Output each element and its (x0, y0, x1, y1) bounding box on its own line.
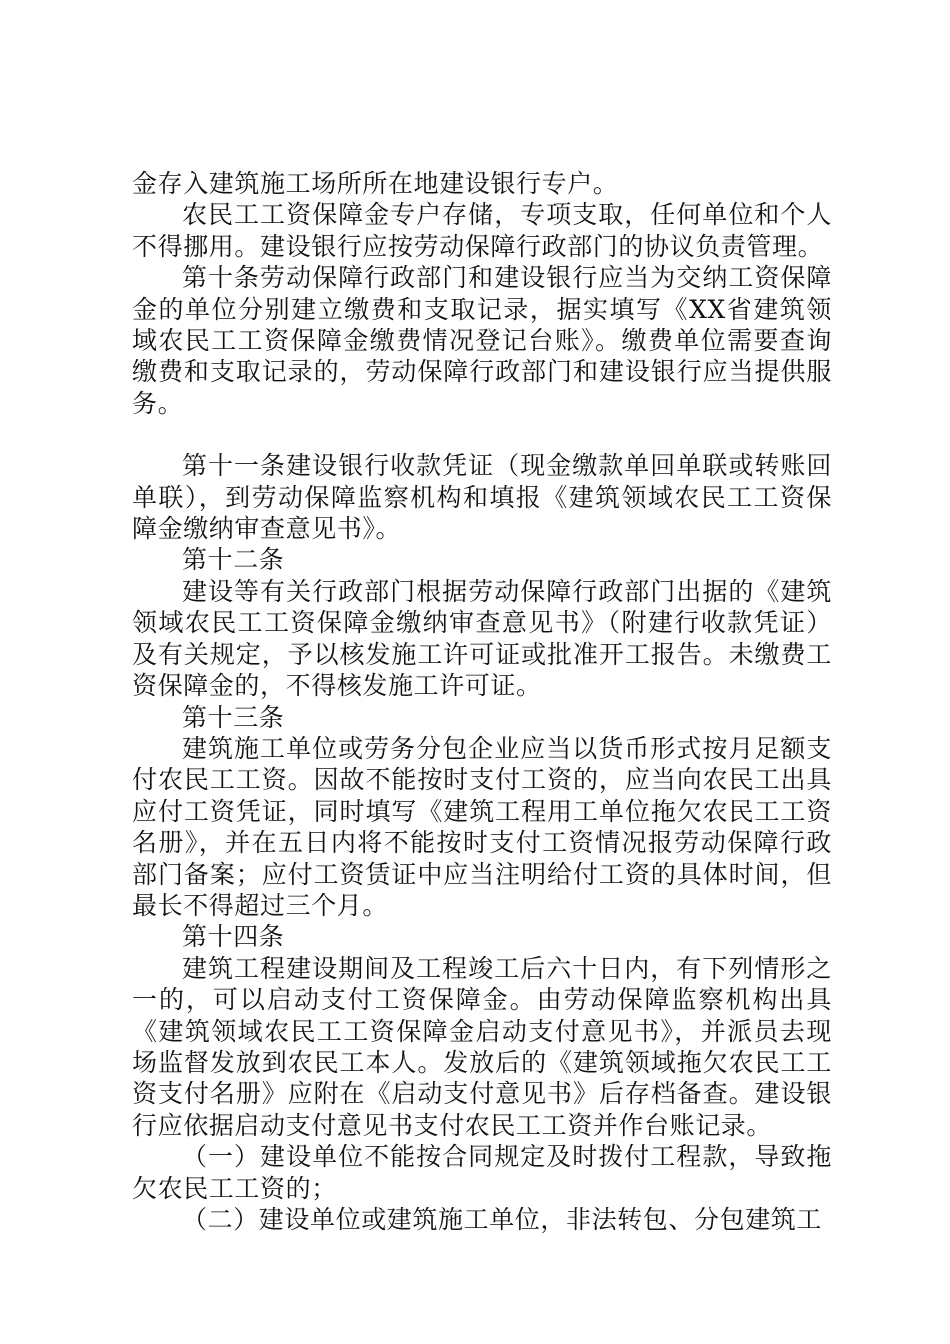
paragraph-article-13: 建筑施工单位或劳务分包企业应当以货币形式按月足额支付农民工工资。因故不能按时支付工资的，应当向农民工出具应付工资凭证，同时填写《建筑工程用工单位拖欠农民工工资名册》，并在五日内将不能按时支付工资情况报劳动保障行政部门备案；应付工资赁证中应当注明给付工资的具体时间，但最长不得超过三个月。 (132, 733, 832, 920)
paragraph-special-account: 农民工工资保障金专户存储，专项支取，任何单位和个人不得挪用。建设银行应按劳动保障行政部门的协议负责管理。 (132, 200, 832, 261)
paragraph-article-12: 建设等有关行政部门根据劳动保障行政部门出据的《建筑领域农民工工资保障金缴纳审查意见书》（附建行收款凭证）及有关规定，予以核发施工许可证或批准开工报告。未缴费工资保障金的，不得核发施工许可证。 (132, 576, 832, 701)
heading-article-13: 第十三条 (182, 702, 285, 732)
heading-article-14: 第十四条 (182, 922, 285, 952)
heading-article-12: 第十二条 (182, 545, 285, 575)
paragraph-article-10: 第十条劳动保障行政部门和建设银行应当为交纳工资保障金的单位分别建立缴费和支取记录，据实填写《XX省建筑领域农民工工资保障金缴费情况登记台账》。缴费单位需要查询缴费和支取记录的，劳动保障行政部门和建设银行应当提供服务。 (132, 263, 832, 418)
document-body (132, 168, 832, 1235)
paragraph-spacer (132, 419, 832, 450)
paragraph-article-11: 第十一条建设银行收款凭证（现金缴款单回单联或转账回单联），到劳动保障监察机构和填报《建筑领域农民工工资保障金缴纳审查意见书》。 (132, 451, 832, 544)
list-item-2: （二）建设单位或建筑施工单位，非法转包、分包建筑工 (182, 1205, 823, 1234)
paragraph-article-14: 建筑工程建设期间及工程竣工后六十日内，有下列情形之一的，可以启动支付工资保障金。由劳动保障监察机构出具《建筑领域农民工工资保障金启动支付意见书》，并派员去现场监督发放到农民工本人。发放后的《建筑领域拖欠农民工工资支付名册》应附在《启动支付意见书》后存档备查。建设银行应依据启动支付意见书支付农民工工资并作台账记录。 (132, 953, 832, 1140)
paragraph-continuation: 金存入建筑施工场所所在地建设银行专户。 (132, 169, 619, 198)
list-item-1: （一）建设单位不能按合同规定及时拨付工程款，导致拖欠农民工工资的； (132, 1142, 832, 1203)
